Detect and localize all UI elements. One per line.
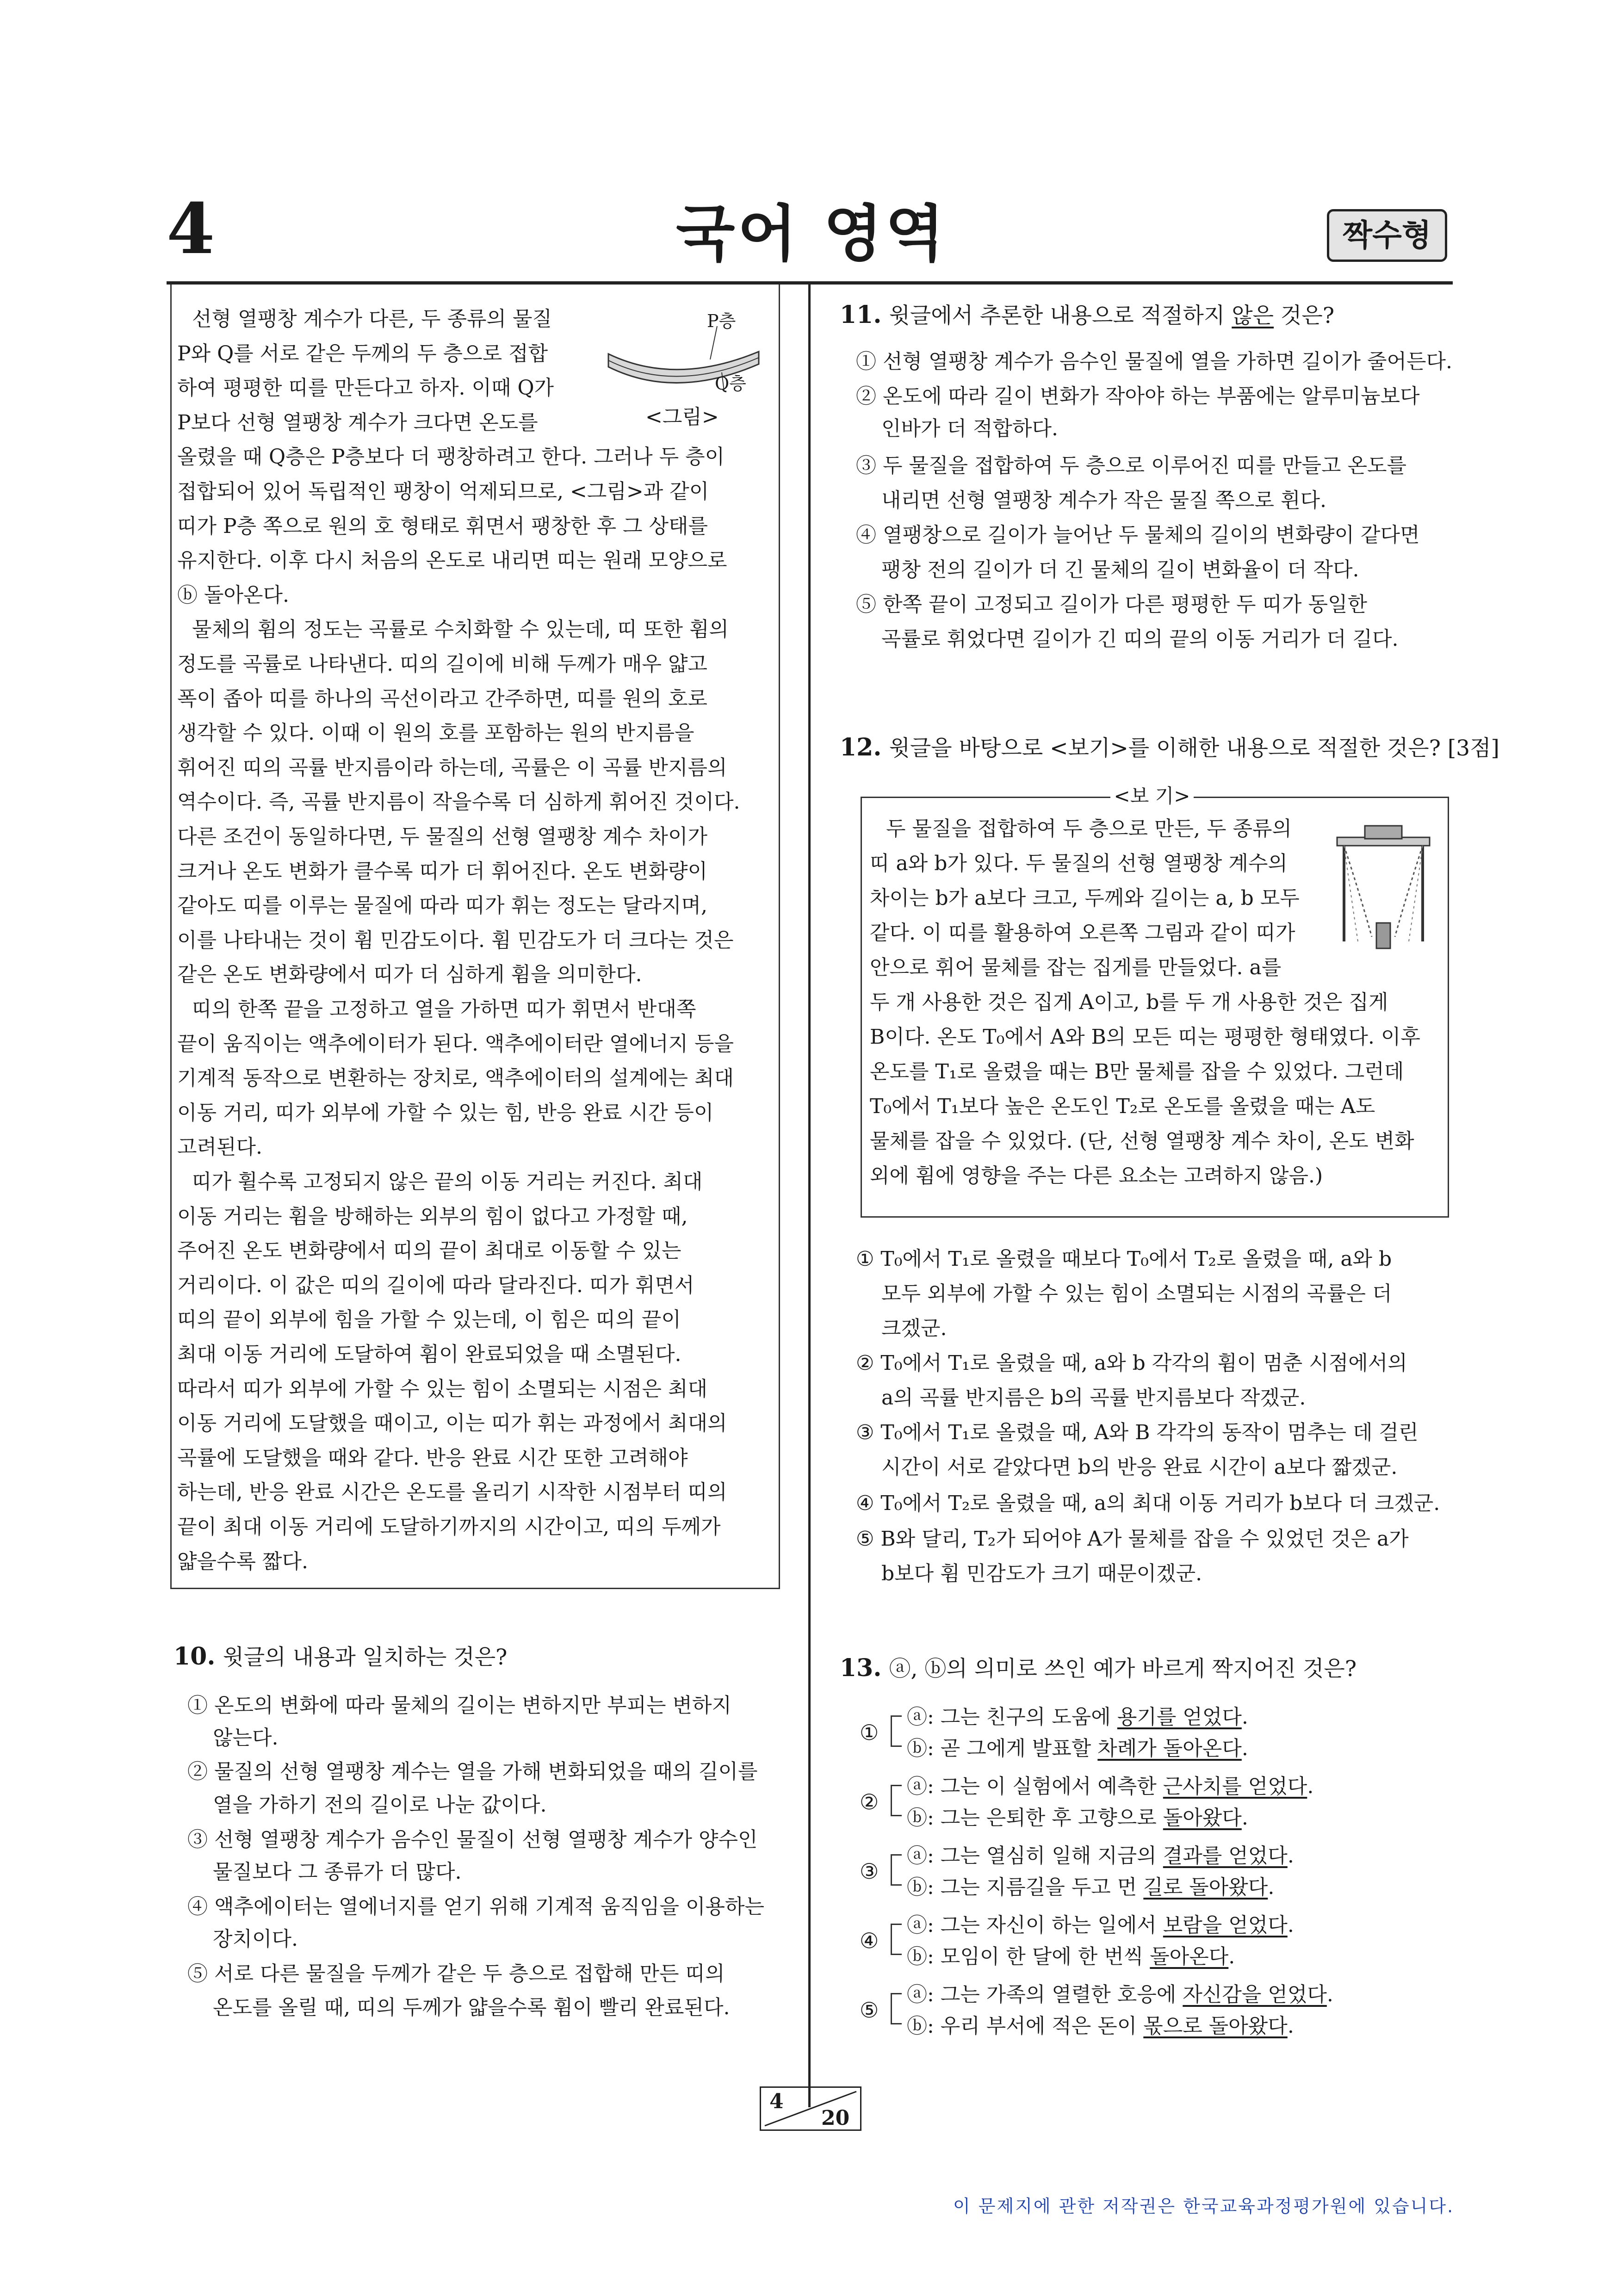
passage-line: 거리이다. 이 값은 띠의 길이에 따라 달라진다. 띠가 휘면서: [177, 1273, 694, 1297]
bogi-label: <보 기>: [1110, 786, 1194, 806]
passage-line: 끝이 움직이는 액추에이터가 된다. 액추에이터란 열에너지 등을: [177, 1032, 734, 1056]
exam-type-badge: 짝수형: [1327, 209, 1447, 262]
bogi-line: 안으로 휘어 물체를 잡는 집게를 만들었다. a를: [870, 956, 1282, 979]
passage-line: 역수이다. 즉, 곡률 반지름이 작을수록 더 심하게 휘어진 것이다.: [177, 790, 740, 814]
bogi-line: B이다. 온도 T₀에서 A와 B의 모든 띠는 평평한 형태였다. 이후: [870, 1025, 1420, 1049]
passage-line: 하여 평평한 띠를 만든다고 하자. 이때 Q가: [177, 376, 554, 400]
q13-bracket: [891, 1924, 902, 1955]
q13-option-a-line: ⓐ: 그는 자신이 하는 일에서 보람을 얻었다.: [907, 1913, 1294, 1937]
q11-option-line: 팽창 전의 길이가 더 긴 물체의 길이 변화율이 더 작다.: [881, 558, 1359, 582]
q10-option-line: 않는다.: [213, 1726, 279, 1750]
q13-option-number: ②: [860, 1789, 879, 1814]
q10-option-line: ④ 액추에이터는 열에너지를 얻기 위해 기계적 움직임을 이용하는: [187, 1895, 765, 1918]
bogi-line: 같다. 이 띠를 활용하여 오른쪽 그림과 같이 띠가: [870, 921, 1295, 945]
q13-option-a-line: ⓐ: 그는 친구의 도움에 용기를 얻었다.: [907, 1705, 1248, 1729]
passage-line: 생각할 수 있다. 이때 이 원의 호를 포함하는 원의 반지름을: [177, 721, 694, 745]
q10-title: 10. 윗글의 내용과 일치하는 것은?: [173, 1642, 508, 1671]
tongs-figure: [1332, 821, 1434, 960]
passage-line: 띠가 휠수록 고정되지 않은 끝의 이동 거리는 커진다. 최대: [192, 1170, 703, 1194]
passage-line: 얇을수록 짧다.: [177, 1549, 308, 1573]
passage-line: 정도를 곡률로 나타낸다. 띠의 길이에 비해 두께가 매우 얇고: [177, 652, 707, 676]
column-divider: [808, 285, 811, 2107]
q13-option-number: ③: [860, 1859, 879, 1884]
q12-option-line: 모두 외부에 가할 수 있는 힘이 소멸되는 시점의 곡률은 더: [881, 1282, 1392, 1306]
q13-option-number: ④: [860, 1928, 879, 1953]
q13-option-b-line: ⓑ: 곧 그에게 발표할 차례가 돌아온다.: [907, 1737, 1248, 1760]
q13-option-a-line: ⓐ: 그는 가족의 열렬한 호응에 자신감을 얻었다.: [907, 1983, 1333, 2006]
q13-bracket: [891, 1785, 902, 1816]
q10-option-line: 온도를 올릴 때, 띠의 두께가 얇을수록 휨이 빨리 완료된다.: [213, 1996, 730, 2019]
bogi-line: 외에 휨에 영향을 주는 다른 요소는 고려하지 않음.): [870, 1164, 1323, 1188]
page-indicator: [760, 2086, 861, 2131]
passage-line: 같은 온도 변화량에서 띠가 더 심하게 휨을 의미한다.: [177, 963, 642, 987]
passage-line: ⓑ 돌아온다.: [177, 583, 289, 607]
q11-option-line: 내리면 선형 열팽창 계수가 작은 물질 쪽으로 휜다.: [881, 489, 1326, 512]
q13-bracket: [891, 1715, 902, 1747]
q11-option-line: ① 선형 열팽창 계수가 음수인 물질에 열을 가하면 길이가 줄어든다.: [856, 350, 1452, 373]
subject-title: 국어 영역: [675, 198, 947, 270]
passage-line: 띠가 P층 쪽으로 원의 호 형태로 휘면서 팽창한 후 그 상태를: [177, 514, 708, 538]
passage-line: 최대 이동 거리에 도달하여 휨이 완료되었을 때 소멸된다.: [177, 1343, 681, 1366]
q12-option-line: ④ T₀에서 T₂로 올렸을 때, a의 최대 이동 거리가 b보다 더 크겠군.: [856, 1491, 1440, 1515]
q10-option-line: 열을 가하기 전의 길이로 나눈 값이다.: [213, 1793, 547, 1817]
q12-option-line: 시간이 서로 같았다면 b의 반응 완료 시간이 a보다 짧겠군.: [881, 1455, 1398, 1479]
bogi-line: 두 개 사용한 것은 집게 A이고, b를 두 개 사용한 것은 집게: [870, 990, 1388, 1014]
passage-line: P보다 선형 열팽창 계수가 크다면 온도를: [177, 410, 538, 434]
q11-option-line: ⑤ 한쪽 끝이 고정되고 길이가 다른 평평한 두 띠가 동일한: [856, 593, 1367, 616]
passage-line: 주어진 온도 변화량에서 띠의 끝이 최대로 이동할 수 있는: [177, 1239, 681, 1263]
q13-option-a-line: ⓐ: 그는 열심히 일해 지금의 결과를 얻었다.: [907, 1844, 1294, 1868]
q13-option-b-line: ⓑ: 우리 부서에 적은 돈이 몫으로 돌아왔다.: [907, 2014, 1294, 2038]
q12-option-line: a의 곡률 반지름은 b의 곡률 반지름보다 작겠군.: [881, 1386, 1306, 1410]
bogi-line: T₀에서 T₁보다 높은 온도인 T₂로 온도를 올렸을 때는 A도: [870, 1095, 1375, 1118]
passage-line: 다른 조건이 동일하다면, 두 물질의 선형 열팽창 계수 차이가: [177, 825, 707, 848]
q12-option-line: b보다 휨 민감도가 크기 때문이겠군.: [881, 1562, 1202, 1585]
q12-option-line: ② T₀에서 T₁로 올렸을 때, a와 b 각각의 휨이 멈춘 시점에서의: [856, 1351, 1407, 1375]
q13-title: 13. ⓐ, ⓑ의 의미로 쓰인 예가 바르게 짝지어진 것은?: [840, 1654, 1357, 1682]
q11-option-line: 곡률로 휘었다면 길이가 긴 띠의 끝의 이동 거리가 더 길다.: [881, 627, 1399, 651]
figure-caption: <그림>: [645, 405, 719, 429]
q10-option-line: ① 온도의 변화에 따라 물체의 길이는 변하지만 부피는 변하지: [187, 1694, 731, 1717]
bogi-line: 물체를 잡을 수 있었다. (단, 선형 열팽창 계수 차이, 온도 변화: [870, 1129, 1414, 1153]
passage-line: 유지한다. 이후 다시 처음의 온도로 내리면 띠는 원래 모양으로: [177, 549, 727, 573]
passage-line: 기계적 동작으로 변환하는 장치로, 액추에이터의 설계에는 최대: [177, 1066, 734, 1090]
passage-line: 따라서 띠가 외부에 가할 수 있는 힘이 소멸되는 시점은 최대: [177, 1377, 707, 1401]
passage-line: 같아도 띠를 이루는 물질에 따라 띠가 휘는 정도는 달라지며,: [177, 894, 707, 918]
bogi-line: 띠 a와 b가 있다. 두 물질의 선형 열팽창 계수의: [870, 852, 1288, 875]
passage-line: 접합되어 있어 독립적인 팽창이 억제되므로, <그림>과 같이: [177, 480, 709, 503]
passage-line: 곡률에 도달했을 때와 같다. 반응 완료 시간 또한 고려해야: [177, 1446, 688, 1470]
q11-option-line: ② 온도에 따라 길이 변화가 작아야 하는 부품에는 알루미늄보다: [856, 384, 1420, 408]
passage-line: 끝이 최대 이동 거리에 도달하기까지의 시간이고, 띠의 두께가: [177, 1515, 721, 1539]
q13-option-a-line: ⓐ: 그는 이 실험에서 예측한 근사치를 얻었다.: [907, 1775, 1314, 1798]
passage-line: 이동 거리에 도달했을 때이고, 이는 띠가 휘는 과정에서 최대의: [177, 1411, 727, 1436]
passage-line: P와 Q를 서로 같은 두께의 두 층으로 접합: [177, 341, 548, 365]
passage-line: 올렸을 때 Q층은 P층보다 더 팽창하려고 한다. 그러나 두 층이: [177, 445, 725, 469]
passage-line: 선형 열팽창 계수가 다른, 두 종류의 물질: [192, 307, 552, 331]
total-pages: 20: [821, 2106, 850, 2130]
passage-line: 하는데, 반응 완료 시간은 온도를 올리기 시작한 시점부터 띠의: [177, 1480, 727, 1504]
q13-option-b-line: ⓑ: 모임이 한 달에 한 번씩 돌아온다.: [907, 1945, 1235, 1968]
header-rule: [167, 281, 1453, 285]
passage-line: 띠의 한쪽 끝을 고정하고 열을 가하면 띠가 휘면서 반대쪽: [192, 997, 696, 1021]
q10-option-line: ⑤ 서로 다른 물질을 두께가 같은 두 층으로 접합해 만든 띠의: [187, 1962, 725, 1986]
q12-title: 12. 윗글을 바탕으로 <보기>를 이해한 내용으로 적절한 것은? [3점]: [840, 733, 1499, 761]
q13-bracket: [891, 1993, 902, 2024]
q12-option-line: ③ T₀에서 T₁로 올렸을 때, A와 B 각각의 동작이 멈추는 데 걸린: [856, 1421, 1419, 1444]
passage-line: 폭이 좁아 띠를 하나의 곡선이라고 간주하면, 띠를 원의 호로: [177, 687, 707, 711]
q12-option-line: ① T₀에서 T₁로 올렸을 때보다 T₀에서 T₂로 올렸을 때, a와 b: [856, 1247, 1392, 1271]
passage-line: 휘어진 띠의 곡률 반지름이라 하는데, 곡률은 이 곡률 반지름의: [177, 755, 727, 780]
q10-option-line: ② 물질의 선형 열팽창 계수는 열을 가해 변화되었을 때의 길이를: [187, 1760, 758, 1783]
q12-option-line: 크겠군.: [881, 1317, 947, 1340]
q10-option-line: 장치이다.: [213, 1927, 298, 1951]
figure-label-p: P층: [707, 311, 736, 331]
q11-option-line: ④ 열팽창으로 길이가 늘어난 두 물체의 길이의 변화량이 같다면: [856, 523, 1420, 547]
q13-option-number: ⑤: [860, 1998, 879, 2023]
passage-line: 이동 거리, 띠가 외부에 가할 수 있는 힘, 반응 완료 시간 등이: [177, 1101, 714, 1125]
copyright-notice: 이 문제지에 관한 저작권은 한국교육과정평가원에 있습니다.: [953, 2196, 1455, 2216]
passage-line: 크거나 온도 변화가 클수록 띠가 더 휘어진다. 온도 변화량이: [177, 859, 707, 883]
q13-bracket: [891, 1854, 902, 1886]
bimetal-strip-figure: [606, 308, 763, 409]
page-number: 4: [167, 188, 215, 270]
current-page: 4: [769, 2090, 784, 2113]
figure-label-q: Q층: [715, 373, 746, 394]
q11-option-line: ③ 두 물질을 접합하여 두 층으로 이루어진 띠를 만들고 온도를: [856, 454, 1406, 477]
q13-option-b-line: ⓑ: 그는 지름길을 두고 먼 길로 돌아왔다.: [907, 1875, 1275, 1899]
passage-line: 고려된다.: [177, 1135, 263, 1159]
q10-option-line: ③ 선형 열팽창 계수가 음수인 물질이 선형 열팽창 계수가 양수인: [187, 1828, 758, 1851]
bogi-line: 온도를 T₁로 올렸을 때는 B만 물체를 잡을 수 있었다. 그런데: [870, 1060, 1404, 1083]
q11-option-line: 인바가 더 적합하다.: [881, 417, 1058, 440]
bogi-line: 두 물질을 접합하여 두 층으로 만든, 두 종류의: [886, 817, 1292, 841]
q13-option-b-line: ⓑ: 그는 은퇴한 후 고향으로 돌아왔다.: [907, 1806, 1248, 1830]
bogi-line: 차이는 b가 a보다 크고, 두께와 길이는 a, b 모두: [870, 886, 1300, 910]
passage-line: 이를 나타내는 것이 휨 민감도이다. 휨 민감도가 더 크다는 것은: [177, 928, 734, 952]
q12-option-line: ⑤ B와 달리, T₂가 되어야 A가 물체를 잡을 수 있었던 것은 a가: [856, 1527, 1409, 1551]
passage-line: 물체의 휨의 정도는 곡률로 수치화할 수 있는데, 띠 또한 휨의: [192, 618, 729, 642]
passage-line: 이동 거리는 휨을 방해하는 외부의 힘이 없다고 가정할 때,: [177, 1204, 688, 1228]
passage-line: 띠의 끝이 외부에 힘을 가할 수 있는데, 이 힘은 띠의 끝이: [177, 1308, 681, 1332]
q13-option-number: ①: [860, 1720, 879, 1745]
q10-option-line: 물질보다 그 종류가 더 많다.: [213, 1860, 462, 1884]
q11-title: 11. 윗글에서 추론한 내용으로 적절하지 않은 것은?: [840, 301, 1335, 329]
